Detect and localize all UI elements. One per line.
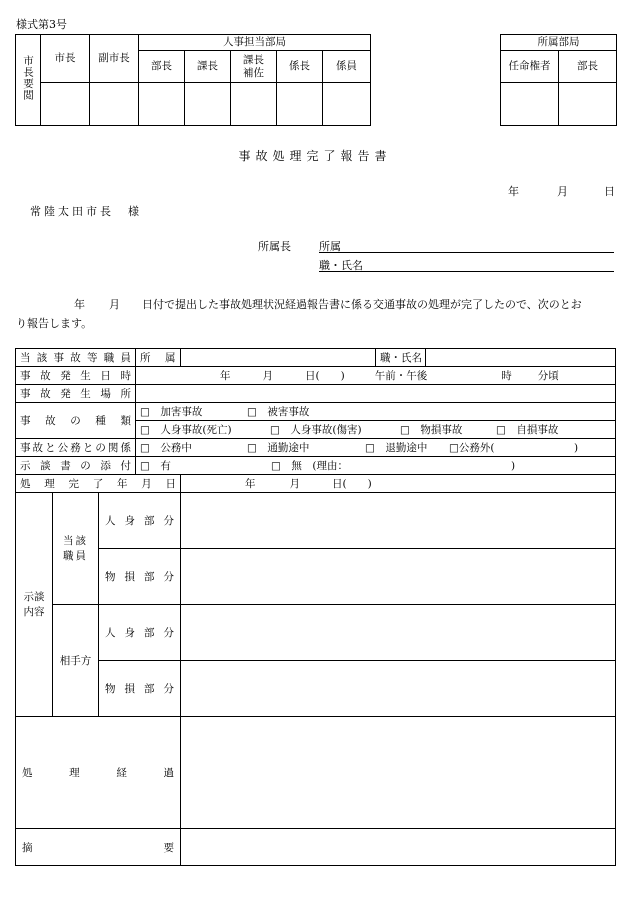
stamp-cell[interactable] — [139, 83, 185, 126]
settlement-options[interactable]: □ 有 □ 無 (理由： ) — [136, 457, 616, 475]
chief-label: 所属長 — [258, 240, 291, 253]
other-personal-field[interactable] — [181, 605, 616, 661]
stamp-cell[interactable] — [185, 83, 231, 126]
document-title: 事故処理完了報告書 — [238, 149, 392, 163]
progress-label-cell: 処理経過 — [16, 717, 181, 829]
off-duty-checkbox[interactable]: □公務外( — [449, 442, 495, 454]
form-number: 様式第3号 — [16, 18, 67, 31]
name-label: 職・氏名 — [319, 259, 363, 272]
other-personal-label: 人身部分 — [99, 605, 181, 661]
post-name-label: 職・氏名 — [376, 349, 426, 367]
date-month: 月 — [557, 185, 568, 198]
injury-checkbox[interactable]: □ 人身事故(傷害) — [270, 424, 362, 436]
staff-property-label: 物損部分 — [99, 549, 181, 605]
duty-label-cell: 事故と公務との関係 — [16, 439, 136, 457]
date-value-cell[interactable]: 年 月 日( ) 午前・午後 時 分頃 — [136, 367, 616, 385]
staff-side-label-cell: 当該職員 — [53, 493, 99, 605]
hr-col-header: 係員 — [323, 51, 371, 83]
stamp-cell[interactable] — [90, 83, 139, 126]
self-damage-checkbox[interactable]: □ 自損事故 — [496, 424, 559, 436]
affiliation-cell[interactable]: 所 属 — [136, 349, 376, 367]
settlement-no-checkbox[interactable]: □ 無 (理由： — [271, 460, 349, 472]
report-form-table — [15, 348, 616, 866]
stamp-cell[interactable] — [231, 83, 277, 126]
property-checkbox[interactable]: □ 物損事故 — [400, 424, 463, 436]
body-paragraph: 年 月 日付で提出した事故処理状況経過報告書に係る交通事故の処理が完了したので、次のとお り報告します。 — [16, 298, 582, 330]
staff-property-field[interactable] — [181, 549, 616, 605]
remarks-field[interactable] — [181, 829, 616, 866]
harm-checkbox[interactable]: □ 加害事故 — [140, 406, 203, 418]
other-property-label: 物損部分 — [99, 661, 181, 717]
own-dept-header: 所属部局 — [501, 35, 617, 51]
date-label-cell: 事故発生日時 — [16, 367, 136, 385]
date-day: 日 — [604, 185, 615, 198]
contents-label-cell: 示談内容 — [16, 493, 53, 717]
type-row-2[interactable] — [136, 421, 616, 439]
staff-personal-label: 人身部分 — [99, 493, 181, 549]
vice-mayor-header: 副市長 — [90, 35, 139, 83]
staff-personal-field[interactable] — [181, 493, 616, 549]
mayor-header: 市長 — [41, 35, 90, 83]
stamp-cell[interactable] — [277, 83, 323, 126]
approval-stamp-table — [15, 34, 371, 126]
hr-col-header: 部長 — [139, 51, 185, 83]
own-dept-stamp-table — [500, 34, 617, 126]
place-label-cell: 事故発生場所 — [16, 385, 136, 403]
type-label-cell: 事故の種類 — [16, 403, 136, 439]
stamp-cell[interactable] — [41, 83, 90, 126]
other-party-label-cell: 相手方 — [53, 605, 99, 717]
own-col-header: 任命権者 — [501, 51, 559, 83]
on-duty-checkbox[interactable]: □ 公務中 — [140, 442, 192, 454]
complete-date-field[interactable]: 年 月 日( ) — [181, 475, 616, 493]
addressee: 常陸太田市長 様 — [30, 205, 142, 218]
name-field[interactable] — [319, 257, 614, 272]
stamp-cell[interactable] — [501, 83, 559, 126]
complete-label-cell: 処理完了年月日 — [16, 475, 181, 493]
commute-in-checkbox[interactable]: □ 通勤途中 — [247, 442, 310, 454]
stamp-cell[interactable] — [323, 83, 371, 126]
progress-field[interactable] — [181, 717, 616, 829]
date-year: 年 — [508, 185, 519, 198]
hr-col-header: 係長 — [277, 51, 323, 83]
hr-col-header: 課長補佐 — [231, 51, 277, 83]
mayor-review-label: 市長要閲 — [16, 35, 41, 126]
other-property-field[interactable] — [181, 661, 616, 717]
remarks-label-cell: 摘要 — [16, 829, 181, 866]
post-name-field[interactable] — [426, 349, 616, 367]
injury-death-checkbox[interactable]: □ 人身事故(死亡) — [140, 424, 232, 436]
stamp-cell[interactable] — [559, 83, 617, 126]
commute-out-checkbox[interactable]: □ 退勤途中 — [365, 442, 428, 454]
own-col-header: 部長 — [559, 51, 617, 83]
hr-dept-header: 人事担当部局 — [139, 35, 371, 51]
place-field[interactable] — [136, 385, 616, 403]
settlement-yes-checkbox[interactable]: □ 有 — [140, 460, 171, 472]
duty-options[interactable]: □ 公務中 □ 通勤途中 □ 退勤途中 □公務外( ) — [136, 439, 616, 457]
victim-checkbox[interactable]: □ 被害事故 — [247, 406, 310, 418]
hr-col-header: 課長 — [185, 51, 231, 83]
affiliation-label: 所属 — [319, 240, 341, 253]
staff-label-cell: 当該事故等職員 — [16, 349, 136, 367]
settlement-label-cell: 示談書の添付 — [16, 457, 136, 475]
affiliation-field[interactable] — [319, 238, 614, 253]
type-row-1[interactable] — [136, 403, 616, 421]
